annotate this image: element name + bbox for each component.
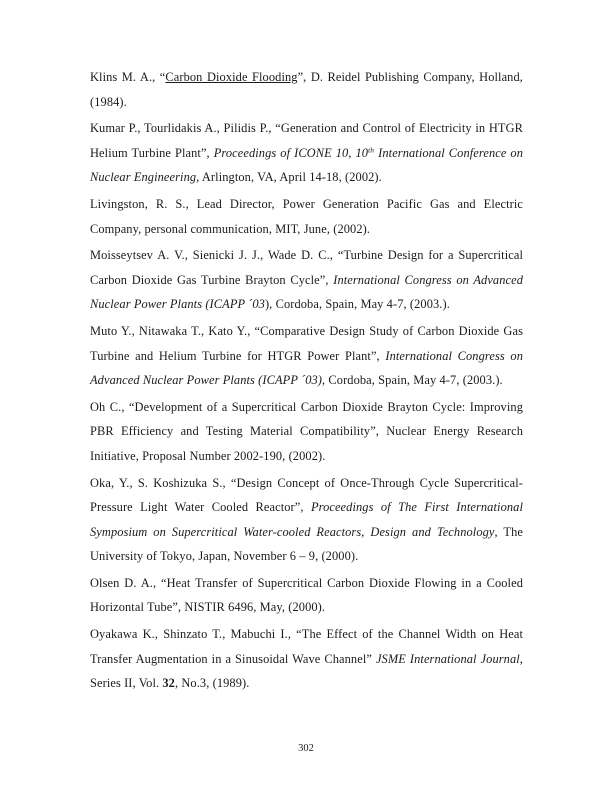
reference-text: Moisseytsev A. V., Sienicki J. J., Wade D. C., “Turbine Design for a Supercritical Carbon Dioxide Gas Turbine Brayton Cycle”, [90, 248, 523, 287]
reference-moisseytsev [90, 243, 523, 317]
reference-oyakawa [90, 622, 523, 696]
conference-title-italic: International Congress on Advanced Nuclear Power Plants (ICAPP ´03 [90, 272, 524, 312]
reference-oka [90, 471, 523, 569]
reference-text: , Series II, Vol. [90, 651, 523, 691]
reference-text: ), Cordoba, Spain, May 4-7, (2003.). [264, 297, 450, 312]
reference-text: , Arlington, VA, April 14-18, (2002). [196, 170, 382, 185]
reference-kumar [90, 116, 523, 190]
reference-olsen [90, 571, 523, 620]
underlined-book-title: Carbon Dioxide Flooding [165, 70, 298, 84]
ordinal-superscript: th [368, 145, 375, 155]
proceedings-title-italic: Proceedings of ICONE 10, 10 [213, 145, 369, 160]
reference-text: , Cordoba, Spain, May 4-7, (2003.). [322, 373, 503, 388]
reference-text: Oh C., “Development of a Supercritical Carbon Dioxide Brayton Cycle: Improving PBR Efficiency and Testing Material Compatibility”, Nuclear Energy Research Initiative, Proposal Number 2002-190, (2002). [90, 399, 523, 463]
reference-text: Klins M. A., “ [90, 70, 166, 84]
reference-text: , The University of Tokyo, Japan, November 6 – 9, (2000). [90, 524, 523, 564]
reference-text: Kumar P., Tourlidakis A., Pilidis P., “Generation and Control of Electricity in HTGR Helium Turbine Plant”, [90, 121, 523, 160]
reference-text: Olsen D. A., “Heat Transfer of Supercritical Carbon Dioxide Flowing in a Cooled Horizontal Tube”, NISTIR 6496, May, (2000). [90, 575, 523, 615]
reference-text: ”, D. Reidel Publishing Company, Holland, (1984). [90, 70, 523, 109]
volume-number-bold: 32 [162, 676, 175, 691]
reference-text: Oyakawa K., Shinzato T., Mabuchi I., “The Effect of the Channel Width on Heat Transfer Augmentation in a Sinusoidal Wave Channel” [90, 627, 523, 666]
reference-muto [90, 319, 523, 393]
reference-text: , No.3, (1989). [174, 676, 250, 691]
proceedings-title-italic: Proceedings of The First International Symposium on Supercritical Water-cooled Reactors, Design and Technology [90, 500, 523, 539]
proceedings-title-italic: International Conference on Nuclear Engineering [90, 145, 524, 185]
reference-text: Oka, Y., S. Koshizuka S., “Design Concept of Once-Through Cycle Supercritical-Pressure Light Water Cooled Reactor”, [90, 475, 523, 515]
reference-klins [90, 65, 523, 114]
reference-text: Livingston, R. S., Lead Director, Power Generation Pacific Gas and Electric Company, personal communication, MIT, June, (2002). [90, 196, 523, 236]
reference-text: Muto Y., Nitawaka T., Kato Y., “Comparative Design Study of Carbon Dioxide Gas Turbine and Helium Turbine for HTGR Power Plant”, [90, 323, 523, 363]
conference-title-italic: International Congress on Advanced Nuclear Power Plants (ICAPP ´03) [90, 348, 523, 388]
reference-livingston [90, 192, 523, 241]
page-number: 302 [298, 743, 314, 754]
journal-title-italic: JSME International Journal [375, 651, 520, 666]
references-list [90, 65, 523, 698]
reference-oh [90, 395, 523, 469]
